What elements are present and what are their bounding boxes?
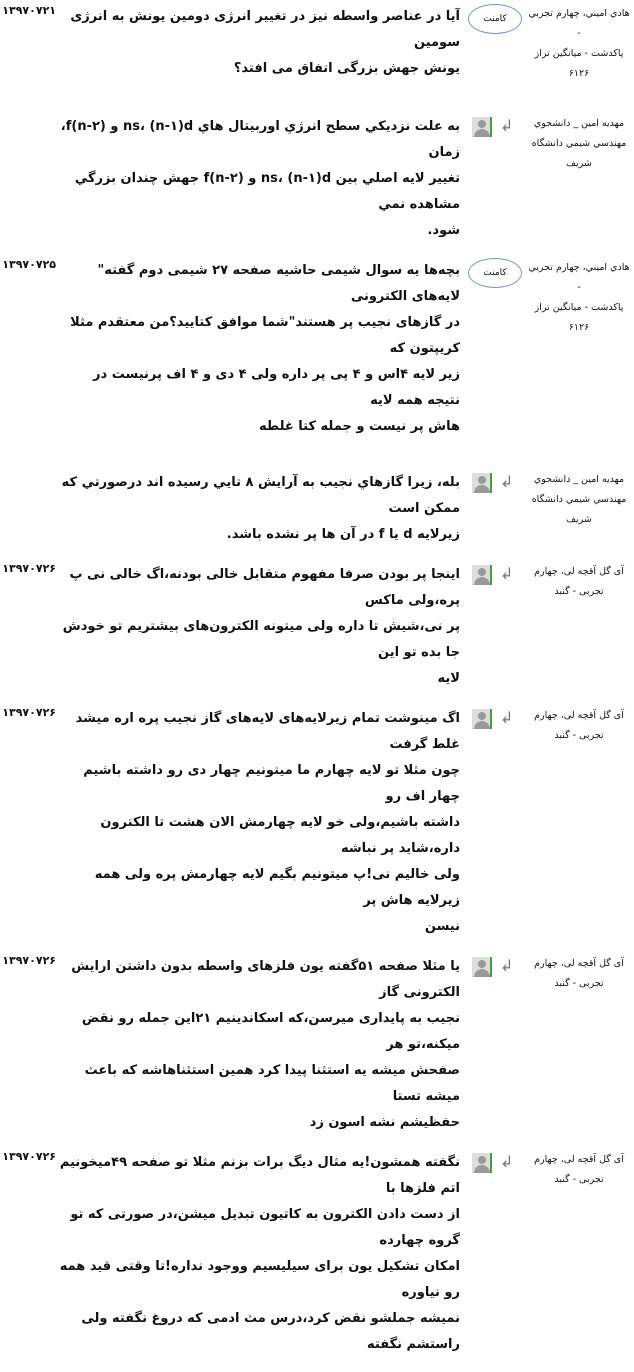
entry-text xyxy=(56,954,466,1136)
entry-date: ۱۳۹۷۰۷۲۶ xyxy=(2,954,56,967)
entry-date xyxy=(0,114,56,244)
avatar-icon xyxy=(472,957,492,977)
author-line: ۶۱۲۶ xyxy=(568,322,590,333)
entry-icon-cell xyxy=(466,954,524,986)
avatar-head xyxy=(478,1156,486,1164)
text-line: زیر لایه ۴اس و ۴ پی پر داره ولی ۴ دی و ۴ اف پرنیست در نتیجه همه لایه xyxy=(93,367,460,408)
avatar-body xyxy=(474,577,490,585)
entry-icon-cell xyxy=(466,258,524,290)
entry-date: ۱۳۹۷۰۷۲۱ xyxy=(2,4,56,17)
entry-text xyxy=(56,258,466,440)
entry-icon-cell xyxy=(466,562,524,594)
comment-badge[interactable]: کامنت xyxy=(468,4,522,34)
text-line: داشته باشیم،ولی خو لایه چهارمش الان هشت تا الکترون داره،شاید پر نباشه xyxy=(100,815,460,856)
text-line: لایه xyxy=(437,671,460,686)
text-line: یونش جهش بزرگی اتفاق می افتد؟ xyxy=(233,61,460,76)
author-line: شريف xyxy=(566,514,592,525)
text-line: از دست دادن الکترون به کاتیون تبدیل میشن،در صورتی که تو گروه چهارده xyxy=(70,1207,460,1248)
reply-entry xyxy=(0,470,634,548)
author-line: هادي اميني، چهارم تجربي - xyxy=(528,8,630,39)
text-line: زيرلايه d يا f در آن ها پر نشده باشد. xyxy=(226,527,460,542)
avatar-head xyxy=(478,960,486,968)
entry-text xyxy=(56,114,466,244)
avatar-head xyxy=(478,476,486,484)
text-line: نمیشه جملشو نقض کرد،درس مث ادمی که دروغ نگفته ولی راستشم نگفته xyxy=(81,1311,460,1352)
entry-date xyxy=(0,470,56,548)
author-info xyxy=(524,470,634,548)
reply-arrow-icon[interactable]: ↲ xyxy=(500,708,514,727)
author-line: مهديه امين _ دانشجوي xyxy=(533,474,625,485)
author-line: مهندسي شيمي دانشگاه xyxy=(531,138,627,149)
entry-icon-cell xyxy=(466,4,524,36)
text-line: یا مثلا صفحه ۵۱گفته یون فلزهای واسطه بدون داشتن ارایش الکترونی گاز xyxy=(71,959,460,1000)
text-line: نیسن xyxy=(424,919,460,934)
reply-arrow-icon[interactable]: ↲ xyxy=(500,1152,514,1171)
author-line: آی گل آقچه لی، چهارم xyxy=(534,958,624,969)
entry-text xyxy=(56,4,466,84)
reply-entry xyxy=(0,954,634,1136)
reply-entry xyxy=(0,114,634,244)
entry-icon-cell xyxy=(466,470,524,502)
author-info xyxy=(524,562,634,692)
entry-icon-cell xyxy=(466,706,524,738)
text-line: بله، زيرا گازهاي نجيب به آرايش ۸ تايي رسيده اند درصورتي كه ممكن است xyxy=(61,475,460,516)
text-line: در گازهای نجیب پر هستند"شما موافق کتایید؟من معتقدم مثلا کریپتون که xyxy=(70,315,460,356)
text-line: نجیب به پایداری میرسن،که اسکاندینیم ۲۱این جمله رو نقض میکنه،تو هر xyxy=(81,1011,460,1052)
text-line: بچه‌ها یه سوال شیمی حاشیه صفحه ۲۷ شیمی دوم گفته" لایه‌های الکترونی xyxy=(97,263,460,304)
comment-entry xyxy=(0,4,634,84)
entry-date: ۱۳۹۷۰۷۲۶ xyxy=(2,1150,56,1163)
author-line: مهديه امين _ دانشجوي xyxy=(533,118,625,129)
author-info xyxy=(524,114,634,244)
author-line: هادي اميني، چهارم تجربي - xyxy=(528,262,630,293)
entry-text xyxy=(56,562,466,692)
entry-date: ۱۳۹۷۰۷۲۵ xyxy=(2,258,56,271)
entry-date: ۱۳۹۷۰۷۲۶ xyxy=(2,562,56,575)
author-line: مهندسي شيمي دانشگاه xyxy=(531,494,627,505)
author-line: تجربی - گنبد xyxy=(554,978,604,989)
author-line: تجربی - گنبد xyxy=(554,1174,604,1185)
author-line: پاكدشت - ميانگين تراز xyxy=(534,302,624,313)
text-line: تغيير لايه اصلي بين ns، (n-۱)d و (n-۲)f جهش چندان بزرگي مشاهده نمي xyxy=(74,171,460,212)
reply-arrow-icon[interactable]: ↲ xyxy=(500,116,514,135)
author-line: تجربی - گنبد xyxy=(554,586,604,597)
text-line: صفحش میشه یه استثنا پیدا کرد همین استثناهاشه که باعث میشه تستا xyxy=(84,1063,460,1104)
avatar-body xyxy=(474,129,490,137)
text-line: آیا در عناصر واسطه نیز در تغییر انرژی دومین یونش به انرژی سومین xyxy=(70,9,460,50)
avatar-head xyxy=(478,120,486,128)
avatar-icon xyxy=(472,1153,492,1173)
author-line: پاكدشت - ميانگين تراز xyxy=(534,48,624,59)
avatar-icon xyxy=(472,709,492,729)
text-line: حفظیشم نشه اسون زد xyxy=(309,1115,460,1130)
author-line: تجربی - گنبد xyxy=(554,730,604,741)
author-line: ۶۱۲۶ xyxy=(568,68,590,79)
text-line: هاش پر نیست و جمله کتا غلطه xyxy=(259,419,460,434)
reply-entry xyxy=(0,562,634,692)
reply-arrow-icon[interactable]: ↲ xyxy=(500,956,514,975)
author-info xyxy=(524,706,634,940)
avatar-head xyxy=(478,712,486,720)
avatar-icon xyxy=(472,473,492,493)
entry-text xyxy=(56,706,466,940)
avatar-body xyxy=(474,1165,490,1173)
reply-arrow-icon[interactable]: ↲ xyxy=(500,472,514,491)
author-info xyxy=(524,258,634,440)
avatar-body xyxy=(474,485,490,493)
reply-arrow-icon[interactable]: ↲ xyxy=(500,564,514,583)
avatar-icon xyxy=(472,565,492,585)
entry-text xyxy=(56,1150,466,1358)
author-info xyxy=(524,1150,634,1358)
reply-entry xyxy=(0,706,634,940)
text-line: به علت نزديكي سطح انرژي اوربيتال هاي ns، (n-۱)d و (n-۲)f، زمان xyxy=(60,119,460,160)
text-line: چون مثلا تو لایه چهارم ما میتونیم چهار دی رو داشته باشیم چهار اف رو xyxy=(83,763,460,804)
comment-badge[interactable]: کامنت xyxy=(468,258,522,288)
reply-entry xyxy=(0,1150,634,1358)
author-line: آی گل آقچه لی، چهارم xyxy=(534,710,624,721)
text-line: پر نی،شیش تا داره ولی میتونه الکترون‌های بیشتریم تو خودش جا بده تو این xyxy=(62,619,460,660)
text-line: ولی خالیم نی!پ میتونیم بگیم لایه چهارمش پره ولی همه زیرلایه هاش پر xyxy=(94,867,460,908)
author-line: شريف xyxy=(566,158,592,169)
text-line: اینجا پر بودن صرفا مفهوم متقابل خالی بودنه،اگ خالی نی پ پره،ولی ماکس xyxy=(69,567,460,608)
comment-entry xyxy=(0,258,634,440)
avatar-head xyxy=(478,568,486,576)
text-line: نگفته همشون!یه مثال دیگ برات بزنم مثلا تو صفحه ۴۹میخونیم اتم فلزها با xyxy=(59,1155,460,1196)
entry-date: ۱۳۹۷۰۷۲۶ xyxy=(2,706,56,719)
entry-icon-cell xyxy=(466,114,524,146)
author-info xyxy=(524,4,634,84)
text-line: امکان تشکیل یون برای سیلیسیم ووجود نداره!تا وقتی قید همه رو نیاوره xyxy=(59,1259,460,1300)
author-line: آی گل آقچه لی، چهارم xyxy=(534,566,624,577)
entry-text xyxy=(56,470,466,548)
avatar-body xyxy=(474,969,490,977)
avatar-icon xyxy=(472,117,492,137)
entry-icon-cell xyxy=(466,1150,524,1182)
text-line: شود. xyxy=(427,223,460,238)
author-info xyxy=(524,954,634,1136)
author-line: آی گل آقچه لی، چهارم xyxy=(534,1154,624,1165)
avatar-body xyxy=(474,721,490,729)
text-line: اگ مینوشت تمام زیرلایه‌های لایه‌های گاز نجیب پره اره میشد غلط گرفت xyxy=(75,711,460,752)
